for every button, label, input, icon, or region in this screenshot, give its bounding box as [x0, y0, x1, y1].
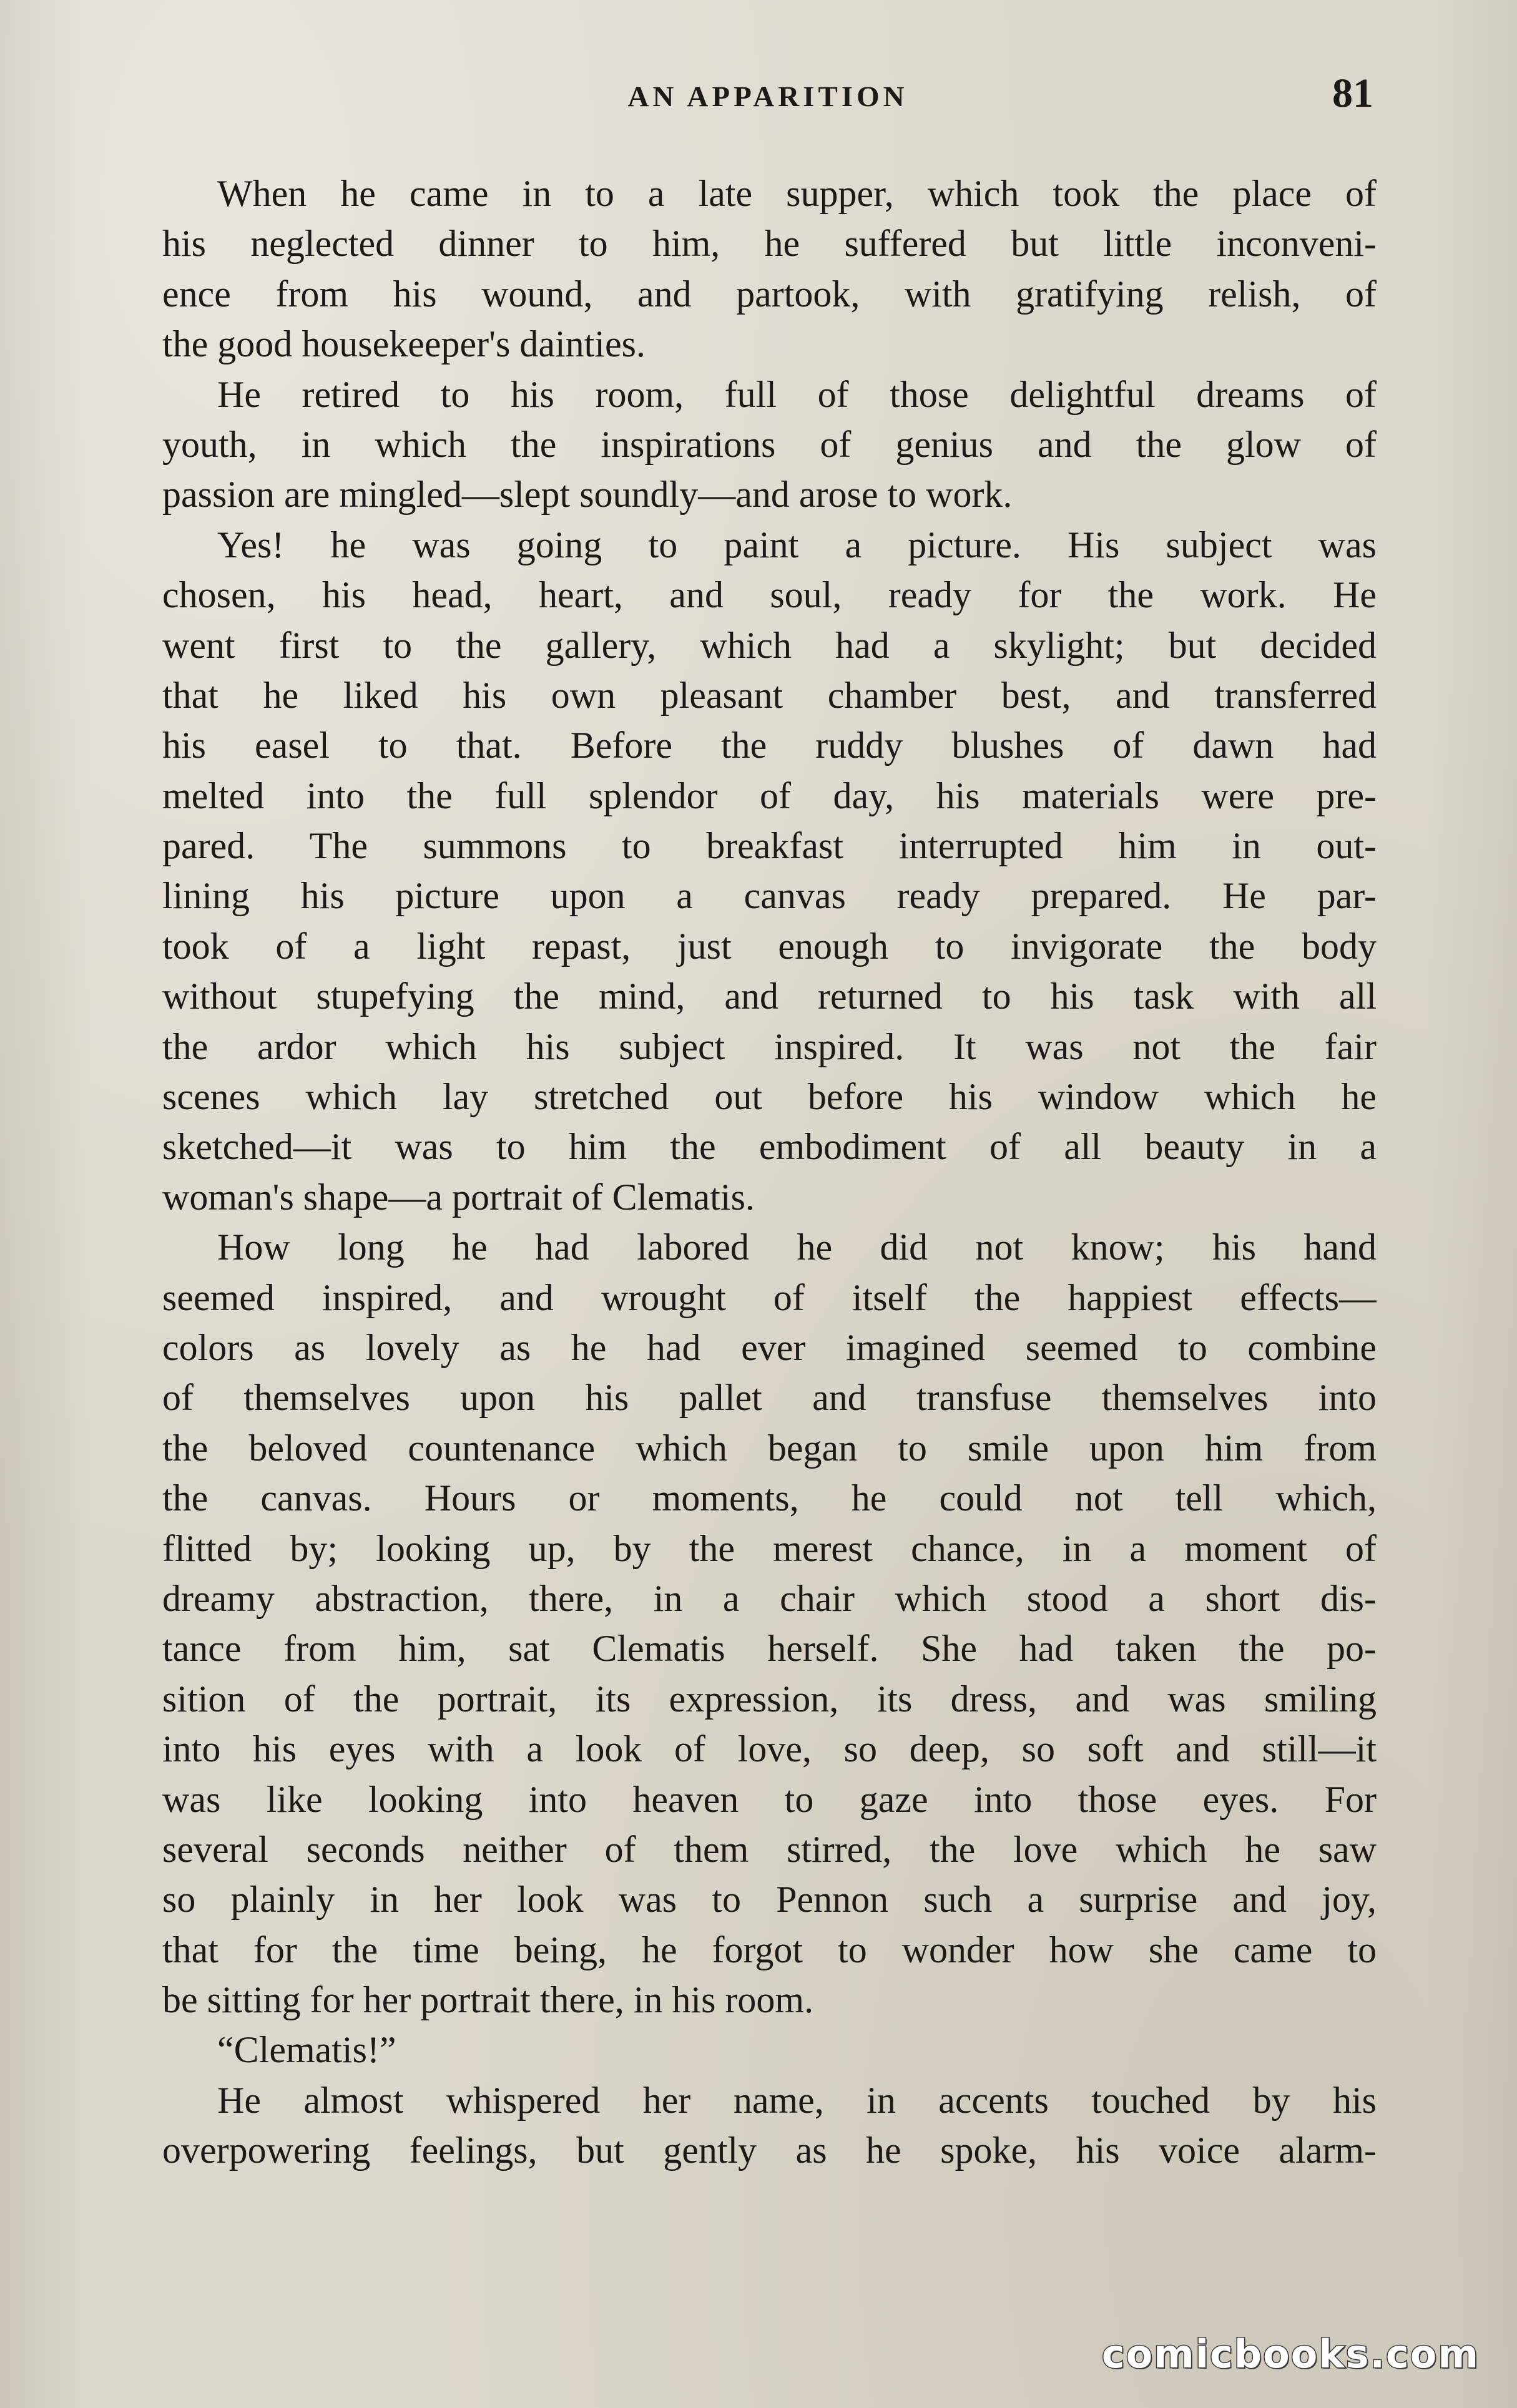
page-number: 81 [1332, 71, 1373, 116]
text-line: “Clematis!” [217, 2029, 396, 2071]
text-line: Yes! he was going to paint a picture. His subject was [217, 524, 1377, 565]
text-line: of themselves upon his pallet and transfuse themselves into [162, 1377, 1377, 1419]
text-line: the canvas. Hours or moments, he could not tell which, [162, 1477, 1377, 1519]
text-line: that for the time being, he forgot to wonder how she came to [162, 1929, 1377, 1970]
text-line: went first to the gallery, which had a skylight; but decided [162, 624, 1377, 666]
text-line: overpowering feelings, but gently as he spoke, his voice alarm- [162, 2130, 1377, 2171]
text-line: several seconds neither of them stirred, the love which he saw [162, 1828, 1377, 1870]
text-line: sketched—it was to him the embodiment of all beauty in a [162, 1126, 1377, 1168]
text-line: He retired to his room, full of those delightful dreams of [217, 373, 1377, 415]
text-line: chosen, his head, heart, and soul, ready for the work. He [162, 574, 1377, 616]
body-text [162, 169, 1377, 2176]
text-line: He almost whispered her name, in accents touched by his [217, 2079, 1377, 2121]
text-line: so plainly in her look was to Pennon such a surprise and joy, [162, 1879, 1377, 1921]
text-line: youth, in which the inspirations of genius and the glow of [162, 423, 1377, 465]
text-line: his neglected dinner to him, he suffered but little inconveni- [162, 223, 1377, 265]
text-line: When he came in to a late supper, which took the place of [217, 173, 1377, 214]
text-line: seemed inspired, and wrought of itself the happiest effects— [162, 1276, 1377, 1318]
text-line: the good housekeeper's dainties. [162, 323, 646, 365]
text-line: tance from him, sat Clematis herself. She had taken the po- [162, 1628, 1377, 1670]
text-line: into his eyes with a look of love, so deep, so soft and still—it [162, 1728, 1377, 1770]
chapter-title: AN APPARITION [627, 81, 908, 113]
text-line: woman's shape—a portrait of Clematis. [162, 1176, 755, 1218]
text-line: took of a light repast, just enough to invigorate the body [162, 925, 1377, 967]
text-line: the ardor which his subject inspired. It was not the fair [162, 1025, 1377, 1067]
text-line: without stupefying the mind, and returned to his task with all [162, 976, 1377, 1017]
text-line: was like looking into heaven to gaze into those eyes. For [162, 1778, 1377, 1820]
watermark-logo: comicbooks.com [1101, 2331, 1480, 2377]
text-line: passion are mingled—slept soundly—and arose to work. [162, 474, 1013, 516]
text-line: pared. The summons to breakfast interrupted him in out- [162, 825, 1377, 867]
text-line: sition of the portrait, its expression, its dress, and was smiling [162, 1678, 1377, 1720]
text-line: ence from his wound, and partook, with gratifying relish, of [162, 273, 1377, 315]
text-line: dreamy abstraction, there, in a chair which stood a short dis- [162, 1577, 1377, 1619]
text-line: How long he had labored he did not know; his hand [217, 1226, 1377, 1268]
text-line: melted into the full splendor of day, his materials were pre- [162, 775, 1377, 816]
running-header [162, 71, 1373, 144]
text-line: his easel to that. Before the ruddy blushes of dawn had [162, 725, 1377, 766]
text-line: that he liked his own pleasant chamber best, and transferred [162, 674, 1377, 716]
text-line: lining his picture upon a canvas ready prepared. He par- [162, 875, 1377, 917]
text-line: the beloved countenance which began to smile upon him from [162, 1427, 1377, 1469]
text-line: colors as lovely as he had ever imagined seemed to combine [162, 1326, 1377, 1368]
text-line: scenes which lay stretched out before his window which he [162, 1076, 1377, 1118]
text-line: flitted by; looking up, by the merest chance, in a moment of [162, 1527, 1377, 1569]
text-line: be sitting for her portrait there, in his room. [162, 1979, 814, 2021]
